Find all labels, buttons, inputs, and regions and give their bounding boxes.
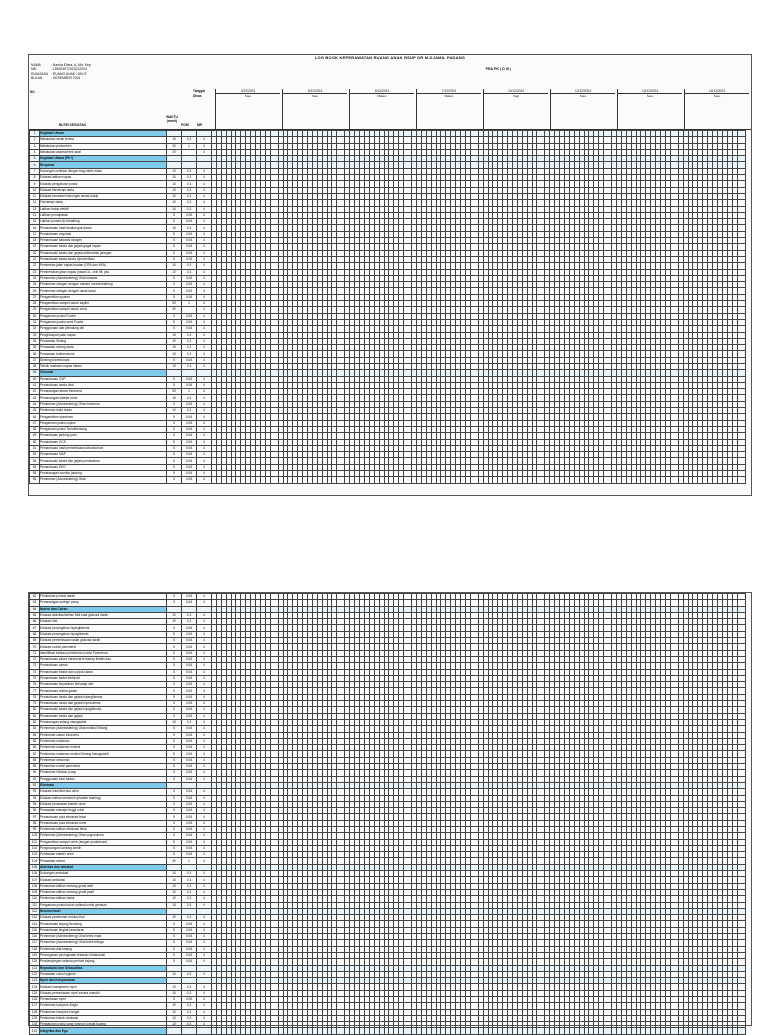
header-poin: POIN	[181, 123, 189, 127]
activity-table-1	[29, 130, 746, 484]
row-number: 15	[30, 219, 40, 225]
waktu-cell: 5	[167, 294, 182, 300]
poin-cell: 0,06	[182, 282, 197, 288]
poin-cell: 0,3	[182, 338, 197, 344]
mr-cell: 4	[197, 137, 212, 143]
activity-name: Pemberian balut tekan	[40, 408, 167, 414]
row-number: 13	[30, 206, 40, 212]
activity-name: Pengambilan sputum	[40, 294, 167, 300]
mr-cell: 4	[197, 168, 212, 174]
shift-label: Sore	[579, 94, 587, 98]
row-number: 11	[30, 193, 40, 199]
waktu-cell: 5	[167, 275, 182, 281]
activity-name: Pemantauan tanda dan gejala gagal napas	[40, 244, 167, 250]
activity-name: Edukasi latihan napas	[40, 175, 167, 181]
row-number: 33	[30, 332, 40, 338]
activity-name: Penghisapan jalan napas	[40, 332, 167, 338]
date-label: 14/12/2024	[685, 89, 749, 94]
mr-cell: 4	[197, 319, 212, 325]
poin-cell: 0,06	[182, 401, 197, 407]
shift-label: Malam	[377, 94, 387, 98]
date-label: 5/12/2024	[283, 89, 347, 94]
date-label: 10/12/2024	[484, 89, 548, 94]
waktu-cell: 10	[167, 200, 182, 206]
row-number: 21	[30, 256, 40, 262]
activity-name: Pemantauan tanda vital	[40, 382, 167, 388]
waktu-cell: 5	[167, 219, 182, 225]
activity-name: Perawatan trakheostomi	[40, 351, 167, 357]
waktu-cell: 10	[167, 187, 182, 193]
poin-cell: 0,06	[182, 313, 197, 319]
row-number: 38	[30, 363, 40, 369]
poin-cell: 0,3	[182, 187, 197, 193]
poin-cell: 0,06	[182, 319, 197, 325]
activity-name: Skrining tuberkulosis	[40, 357, 167, 363]
mr-cell: 4	[197, 263, 212, 269]
date-divider	[215, 89, 216, 129]
mr-cell: 4	[197, 332, 212, 338]
activity-name: Edukasi fisioterapi dada	[40, 187, 167, 193]
waktu-cell: 5	[167, 357, 182, 363]
activity-name: Melakukan prekonfren	[40, 143, 167, 149]
row-number: 32	[30, 326, 40, 332]
row-number: 4	[30, 149, 40, 155]
date-divider	[684, 89, 685, 129]
mr-cell: 4	[197, 256, 212, 262]
waktu-cell: 5	[167, 326, 182, 332]
poin-cell: 0,3	[182, 345, 197, 351]
mr-cell: 4	[197, 294, 212, 300]
document-title: LOG BOOK KEPERAWATAN RUANG ANAK RSUP DR M.DJAMIL PADANG	[314, 55, 466, 60]
waktu-cell: 10	[167, 338, 182, 344]
date-label: 13/12/2024	[618, 89, 682, 94]
activity-name: Edukasi pengaturan posisi	[40, 181, 167, 187]
row-number: 2	[30, 137, 40, 143]
date-label: 12/12/2024	[551, 89, 615, 94]
poin-cell: 0,3	[182, 263, 197, 269]
activity-name: Latihan pernapasan	[40, 212, 167, 218]
row-number: 35	[30, 345, 40, 351]
waktu-cell: 5	[167, 376, 182, 382]
mr-cell: 4	[197, 149, 212, 155]
poin-cell: 0,06	[182, 326, 197, 332]
mr-cell: 4	[197, 225, 212, 231]
row-number: 6	[30, 162, 40, 168]
poin-cell: 0,3	[182, 332, 197, 338]
activity-name: Melakukan assessment awal	[40, 149, 167, 155]
logbook-sheet-page-1	[28, 54, 752, 496]
activity-name: Latihan pursed-lip breathing	[40, 219, 167, 225]
waktu-cell: 15	[167, 345, 182, 351]
date-divider	[416, 89, 417, 129]
activity-name: Pemberian oksigen dengan nasal kanul	[40, 288, 167, 294]
info-name: NAMA : Nanda Elvira, A. Md. Kep	[31, 63, 91, 67]
row-number: 29	[30, 307, 40, 313]
poin-cell: 0,06	[182, 357, 197, 363]
poin-cell: 0,3	[182, 408, 197, 414]
activity-name: Pengaturan posisi Fowler	[40, 313, 167, 319]
activity-name: Pemberian oksigen dengan masker nonrebreathing	[40, 282, 167, 288]
row-number: 8	[30, 175, 40, 181]
mr-cell: 4	[197, 313, 212, 319]
activity-name: Pembersihan jalan napas (nasal OL, chin lift, jaw	[40, 269, 167, 275]
poin-cell: 0,06	[182, 250, 197, 256]
waktu-cell: 5	[167, 401, 182, 407]
waktu-cell: 5	[167, 313, 182, 319]
date-column-header	[618, 89, 682, 98]
poin-cell: 0,06	[182, 382, 197, 388]
row-number: 41	[30, 382, 40, 388]
waktu-cell: 10	[167, 263, 182, 269]
waktu-cell: 15	[167, 351, 182, 357]
activity-name: Pemantauan CVP	[40, 376, 167, 382]
shift-label: Malam	[444, 94, 454, 98]
row-number: 25	[30, 282, 40, 288]
mr-cell: 4	[197, 187, 212, 193]
date-column-header	[283, 89, 347, 98]
mr-cell: 4	[197, 143, 212, 149]
mr-cell: 4	[197, 288, 212, 294]
header-no: NO	[30, 90, 35, 94]
poin-cell: 0,06	[182, 238, 197, 244]
shift-label: Sore	[713, 94, 721, 98]
mr-cell: 4	[197, 244, 212, 250]
mr-cell: 4	[197, 301, 212, 307]
mr-cell: 4	[197, 338, 212, 344]
mr-cell: 4	[197, 363, 212, 369]
activity-name: Edukasi kenalkan/hubungan sesak-batuk	[40, 193, 167, 199]
mr-cell: 4	[197, 408, 212, 414]
activity-name: Pemantauan hasil analisa gas darah	[40, 225, 167, 231]
row-number: 16	[30, 225, 40, 231]
mr-cell: 4	[197, 282, 212, 288]
row-number: 19	[30, 244, 40, 250]
header-mr: MR	[197, 123, 202, 127]
activity-name: Pemberian jalan napas buatan (OPA dan NPA)	[40, 263, 167, 269]
row-number: 36	[30, 351, 40, 357]
date-column-header	[216, 89, 280, 98]
date-divider	[282, 89, 283, 129]
date-label: 4/12/2024	[216, 89, 280, 94]
header-tanggal: Tanggal	[193, 89, 205, 93]
date-column-header	[484, 89, 548, 98]
poin-cell: 0,3	[182, 269, 197, 275]
info-bulan: BULAN : DESEMBER 2024	[31, 75, 81, 80]
row-number: 5	[30, 156, 40, 162]
row-number: 42	[30, 389, 40, 395]
row-number: 30	[30, 313, 40, 319]
row-number: 31	[30, 319, 40, 325]
mr-cell: 4	[197, 175, 212, 181]
row-number: 12	[30, 200, 40, 206]
mr-cell: 4	[197, 193, 212, 199]
mr-cell: 4	[197, 231, 212, 237]
mr-cell: 4	[197, 219, 212, 225]
mr-cell: 4	[197, 376, 212, 382]
mr-cell: 4	[197, 401, 212, 407]
row-number: 14	[30, 212, 40, 218]
activity-name: Penggunaan alat pelindung diri	[40, 326, 167, 332]
poin-cell: 0,06	[182, 219, 197, 225]
row-number: 40	[30, 376, 40, 382]
poin-cell: 0,3	[182, 206, 197, 212]
poin-cell: 0,3	[182, 200, 197, 206]
date-column-header	[350, 89, 414, 98]
waktu-cell: 5	[167, 382, 182, 388]
ppk-level: PRA PK ( D III )	[485, 67, 511, 71]
activity-name: Dukungan ventilasi dengan bag-valve-mask	[40, 168, 167, 174]
activity-name: Kegiatan Umum	[40, 131, 167, 137]
mr-cell: 4	[197, 326, 212, 332]
poin-cell: 0,3	[182, 137, 197, 143]
activity-name: Pengambilan sampel darah vena	[40, 307, 167, 313]
waktu-cell: 15	[167, 225, 182, 231]
shift-label: Sore	[311, 94, 319, 98]
waktu-cell: 15	[167, 395, 182, 401]
waktu-cell: 5	[167, 244, 182, 250]
row-number: 27	[30, 294, 40, 300]
activity-name: Fisioterapi dada	[40, 200, 167, 206]
poin-cell: 0,06	[182, 294, 197, 300]
mr-cell: 4	[197, 382, 212, 388]
shift-label: Sore	[646, 94, 654, 98]
poin-cell: 0,06	[182, 256, 197, 262]
mr-cell: 4	[197, 250, 212, 256]
waktu-cell: 5	[167, 282, 182, 288]
poin-cell: 1	[182, 143, 197, 149]
row-number: 26	[30, 288, 40, 294]
activity-name: Kegiatan Utama (PK I)	[40, 156, 167, 162]
activity-name: Pemasangan akses intravena	[40, 389, 167, 395]
poin-cell: 0,3	[182, 351, 197, 357]
row-number: 28	[30, 301, 40, 307]
poin-cell: 0,06	[182, 288, 197, 294]
waktu-cell: 5	[167, 238, 182, 244]
poin-cell: 0,3	[182, 168, 197, 174]
mr-cell: 4	[197, 351, 212, 357]
info-nik: NIK : 199203072023212004	[31, 67, 87, 72]
row-number: 3	[30, 143, 40, 149]
row-number: 39	[30, 370, 40, 376]
mr-cell: 4	[197, 181, 212, 187]
waktu-cell: 20	[167, 149, 182, 155]
waktu-cell: 30	[167, 143, 182, 149]
poin-cell: 0,3	[182, 181, 197, 187]
poin-cell: 0,3	[182, 225, 197, 231]
row-number: 17	[30, 231, 40, 237]
header-dinas: Dinas	[193, 94, 202, 98]
mr-cell: 4	[197, 269, 212, 275]
info-ruangan: RUANGAN : RUANG ANAK / AKUT	[31, 71, 87, 76]
date-divider	[617, 89, 618, 129]
waktu-cell: 30	[167, 301, 182, 307]
activity-name: Pemberian (Administering) Obat intravena	[40, 401, 167, 407]
header-waktu: WAKTU (menit)	[166, 115, 178, 123]
waktu-cell: 30	[167, 307, 182, 313]
mr-cell: 4	[197, 389, 212, 395]
date-column-header	[417, 89, 481, 98]
poin-cell: 0,06	[182, 231, 197, 237]
waktu-cell: 5	[167, 288, 182, 294]
date-column-header	[685, 89, 749, 98]
poin-cell: 1	[182, 389, 197, 395]
activity-name: Pemberian (Administering) Obat inhalasi	[40, 275, 167, 281]
activity-name: Sirkulasi	[40, 370, 167, 376]
row-number: 43	[30, 395, 40, 401]
waktu-cell: 5	[167, 212, 182, 218]
waktu-cell: 5	[167, 319, 182, 325]
row-number: 44	[30, 401, 40, 407]
row-number: 22	[30, 263, 40, 269]
row-number: 1	[30, 131, 40, 137]
waktu-cell: 10	[167, 206, 182, 212]
activity-name: Pengambilan sampel darah kapiler	[40, 301, 167, 307]
staff-info	[31, 63, 91, 80]
mr-cell: 4	[197, 238, 212, 244]
waktu-cell: 15	[167, 332, 182, 338]
waktu-cell: 5	[167, 231, 182, 237]
waktu-cell: 10	[167, 269, 182, 275]
waktu-cell: 5	[167, 256, 182, 262]
mr-cell: 4	[197, 395, 212, 401]
row-number: 34	[30, 338, 40, 344]
table-header	[29, 89, 751, 130]
mr-cell: 4	[197, 200, 212, 206]
activity-name: Melakukan serah terima	[40, 137, 167, 143]
poin-cell: 0,3	[182, 193, 197, 199]
row-number: 18	[30, 238, 40, 244]
poin-cell: 1	[182, 301, 197, 307]
activity-name: Pemantauan tanda-dan gejala kelemahan jaringan	[40, 250, 167, 256]
waktu-cell: 10	[167, 193, 182, 199]
row-number: 9	[30, 181, 40, 187]
mr-cell: 4	[197, 206, 212, 212]
waktu-cell: 10	[167, 175, 182, 181]
poin-cell: 0,06	[182, 244, 197, 250]
header-butir: BUTIR KEGIATAN	[59, 123, 86, 127]
waktu-cell: 15	[167, 137, 182, 143]
shift-label: Sore	[244, 94, 252, 98]
activity-name: Pemantauan tanda-tanda hipoventilasi	[40, 256, 167, 262]
poin-cell: 0,06	[182, 275, 197, 281]
waktu-cell: 10	[167, 168, 182, 174]
date-divider	[349, 89, 350, 129]
activity-name: Perawatan selang dada	[40, 345, 167, 351]
shift-label: Pagi	[512, 94, 519, 98]
mr-cell: 4	[197, 275, 212, 281]
poin-cell: 0,3	[182, 363, 197, 369]
row-number: 37	[30, 357, 40, 363]
poin-cell: 0,3	[182, 175, 197, 181]
waktu-cell: 10	[167, 408, 182, 414]
activity-name: Respirasi	[40, 162, 167, 168]
activity-name: Perawatan Selang	[40, 338, 167, 344]
row-number: 20	[30, 250, 40, 256]
activity-name: Pemasangan kateter urine	[40, 395, 167, 401]
row-number: 45	[30, 408, 40, 414]
row-number: 24	[30, 275, 40, 281]
waktu-cell: 10	[167, 363, 182, 369]
mr-cell: 4	[197, 357, 212, 363]
row-number: 10	[30, 187, 40, 193]
date-column-header	[551, 89, 615, 98]
poin-cell: 0,3	[182, 395, 197, 401]
activity-name: Pemantauan respirasi	[40, 231, 167, 237]
date-divider	[483, 89, 484, 129]
waktu-cell: 5	[167, 250, 182, 256]
poin-cell: 0,06	[182, 376, 197, 382]
date-label: 7/12/2024	[417, 89, 481, 94]
poin-cell: 0,06	[182, 212, 197, 218]
activity-name: Latihan batuk efektif	[40, 206, 167, 212]
activity-name: Teknik relaksasi napas dalam	[40, 363, 167, 369]
date-label: 6/12/2024	[350, 89, 414, 94]
row-number: 23	[30, 269, 40, 275]
activity-name: Pemantauan saturasi oksigen	[40, 238, 167, 244]
waktu-cell: 10	[167, 181, 182, 187]
activity-name: Pengaturan posisi semi Fowler	[40, 319, 167, 325]
row-number: 7	[30, 168, 40, 174]
mr-cell: 4	[197, 345, 212, 351]
mr-cell: 4	[197, 307, 212, 313]
waktu-cell: 30	[167, 389, 182, 395]
mr-cell: 4	[197, 212, 212, 218]
date-divider	[550, 89, 551, 129]
